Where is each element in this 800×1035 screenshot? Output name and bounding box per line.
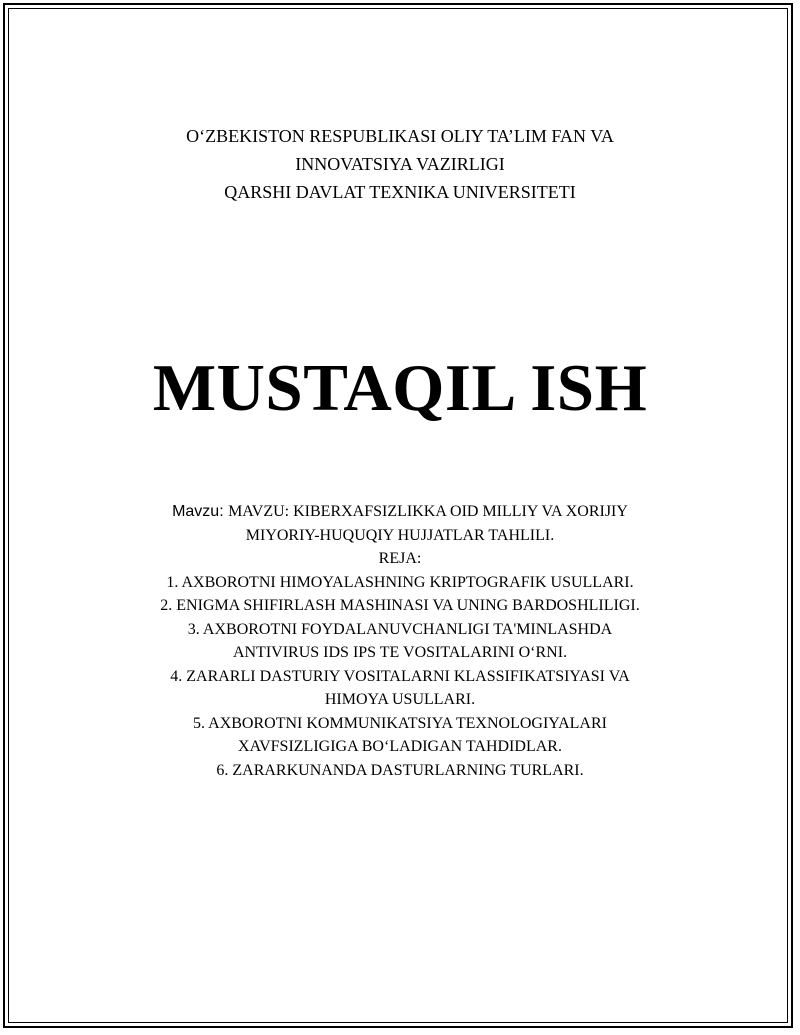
header-line-1: O‘ZBEKISTON RESPUBLIKASI OLIY TA’LIM FAN VA [186,126,614,146]
topic-line-1 [0,500,800,524]
topic-title-part-2: MIYORIY-HUQUQIY HUJJATLAR TAHLILI. [245,526,555,544]
plan-line: HIMOYA USULLARI. [324,691,476,708]
plan-line: 2. ENIGMA SHIFIRLASH MASHINASI VA UNING BARDOSHLILIGI. [160,597,640,614]
plan-line: 1. AXBOROTNI HIMOYALASHNING KRIPTOGRAFIK USULLARI. [166,573,634,591]
plan-line: 5. AXBOROTNI KOMMUNIKATSIYA TEXNOLOGIYALARI [193,714,607,732]
topic-section [0,500,800,782]
document-title: MUSTAQIL ISH [152,351,648,425]
plan-line: 6. ZARARKUNANDA DASTURLARNING TURLARI. [216,761,584,779]
plan-line: 3. AXBOROTNI FOYDALANUVCHANLIGI TA'MINLASHDA [187,620,613,638]
topic-prefix: Mavzu: [172,503,229,520]
plan-label: REJA: [378,550,422,567]
plan-line: XAVFSIZLIGIGA BO‘LADIGAN TAHDIDLAR. [238,738,562,755]
ministry-header [0,122,800,206]
plan-line: 4. ZARARLI DASTURIY VOSITALARNI KLASSIFIKATSIYASI VA [170,667,630,685]
header-line-2: INNOVATSIYA VAZIRLIGI [295,154,505,174]
header-line-3: QARSHI DAVLAT TEXNIKA UNIVERSITETI [224,182,576,202]
plan-line: ANTIVIRUS IDS IPS TE VOSITALARINI O‘RNI. [232,644,568,661]
topic-title-part-1: MAVZU: KIBERXAFSIZLIKKA OID MILLIY VA XORIJIY [228,503,628,520]
